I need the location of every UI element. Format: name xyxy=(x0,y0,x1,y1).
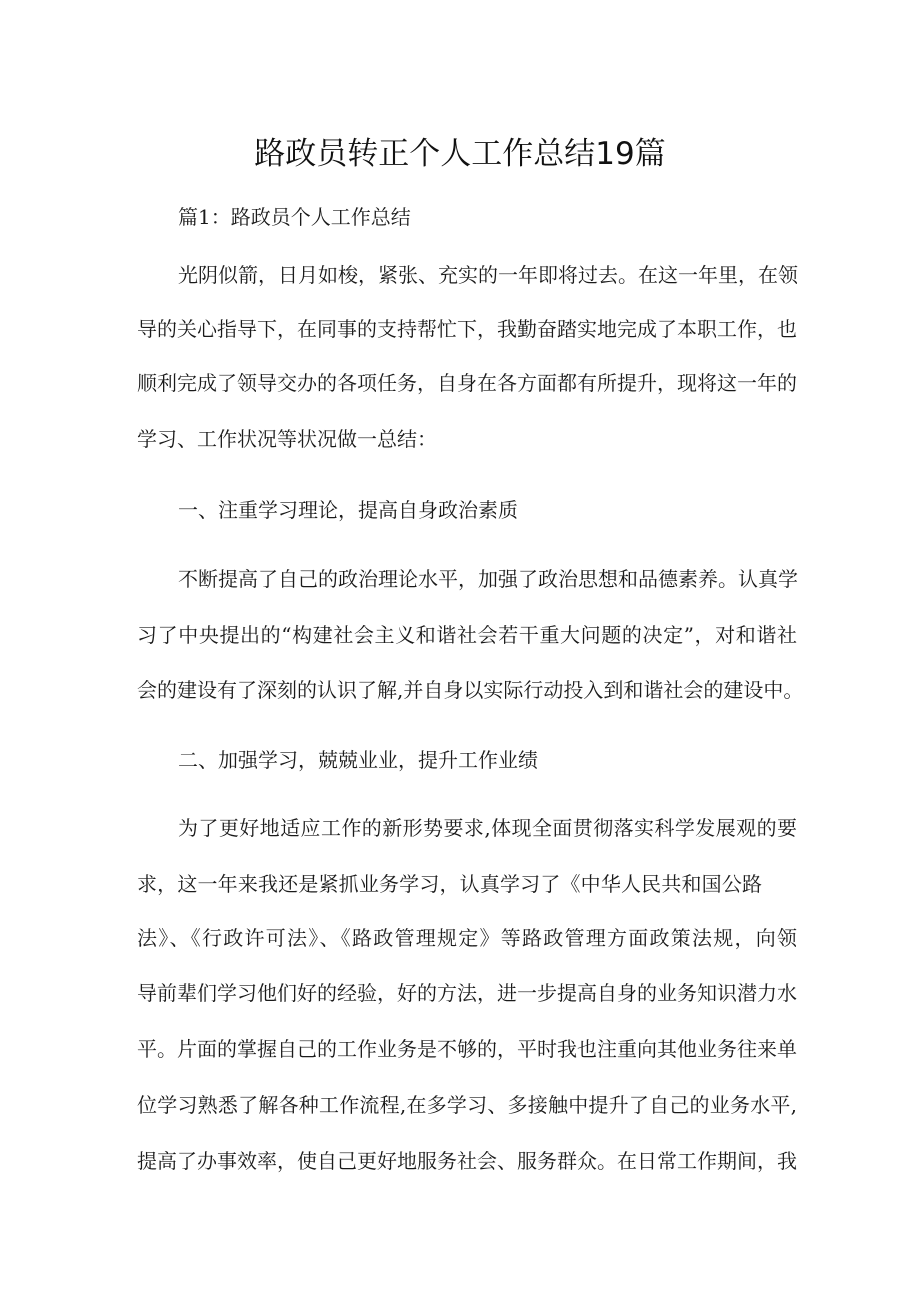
paragraph-line: 求，这一年来我还是紧抓业务学习，认真学习了《中华人民共和国公路 xyxy=(137,872,762,896)
section-heading: 二、加强学习，兢兢业业，提升工作业绩 xyxy=(178,748,538,772)
paragraph-line: 提高了办事效率，使自己更好地服务社会、服务群众。在日常工作期间，我 xyxy=(137,1149,797,1173)
paragraph-line: 会的建设有了深刻的认识了解,并自身以实际行动投入到和谐社会的建设中。 xyxy=(137,678,804,702)
paragraph-line: 为了更好地适应工作的新形势要求,体现全面贯彻落实科学发展观的要 xyxy=(178,816,797,840)
paragraph-line: 平。片面的掌握自己的工作业务是不够的，平时我也注重向其他业务往来单 xyxy=(137,1037,797,1061)
section-heading: 篇1：路政员个人工作总结 xyxy=(178,205,411,229)
document-title: 路政员转正个人工作总结19篇 xyxy=(254,136,666,172)
paragraph-line: 导的关心指导下，在同事的支持帮忙下，我勤奋踏实地完成了本职工作，也 xyxy=(137,317,797,341)
paragraph-line: 光阴似箭，日月如梭，紧张、充实的一年即将过去。在这一年里，在领 xyxy=(178,263,798,287)
section-heading: 一、注重学习理论，提高自身政治素质 xyxy=(178,498,518,522)
paragraph-line: 不断提高了自己的政治理论水平，加强了政治思想和品德素养。认真学 xyxy=(178,567,798,591)
paragraph-line: 顺利完成了领导交办的各项任务，自身在各方面都有所提升，现将这一年的 xyxy=(137,371,797,395)
paragraph-line: 位学习熟悉了解各种工作流程,在多学习、多接触中提升了自己的业务水平, xyxy=(137,1093,797,1117)
paragraph-line: 法》、《行政许可法》、《路政管理规定》等路政管理方面政策法规，向领 xyxy=(137,926,797,950)
paragraph-line: 导前辈们学习他们好的经验，好的方法，进一步提高自身的业务知识潜力水 xyxy=(137,981,797,1005)
paragraph-line: 习了中央提出的“构建社会主义和谐社会若干重大问题的决定”，对和谐社 xyxy=(137,623,797,647)
paragraph-line: 学习、工作状况等状况做一总结： xyxy=(137,427,437,451)
